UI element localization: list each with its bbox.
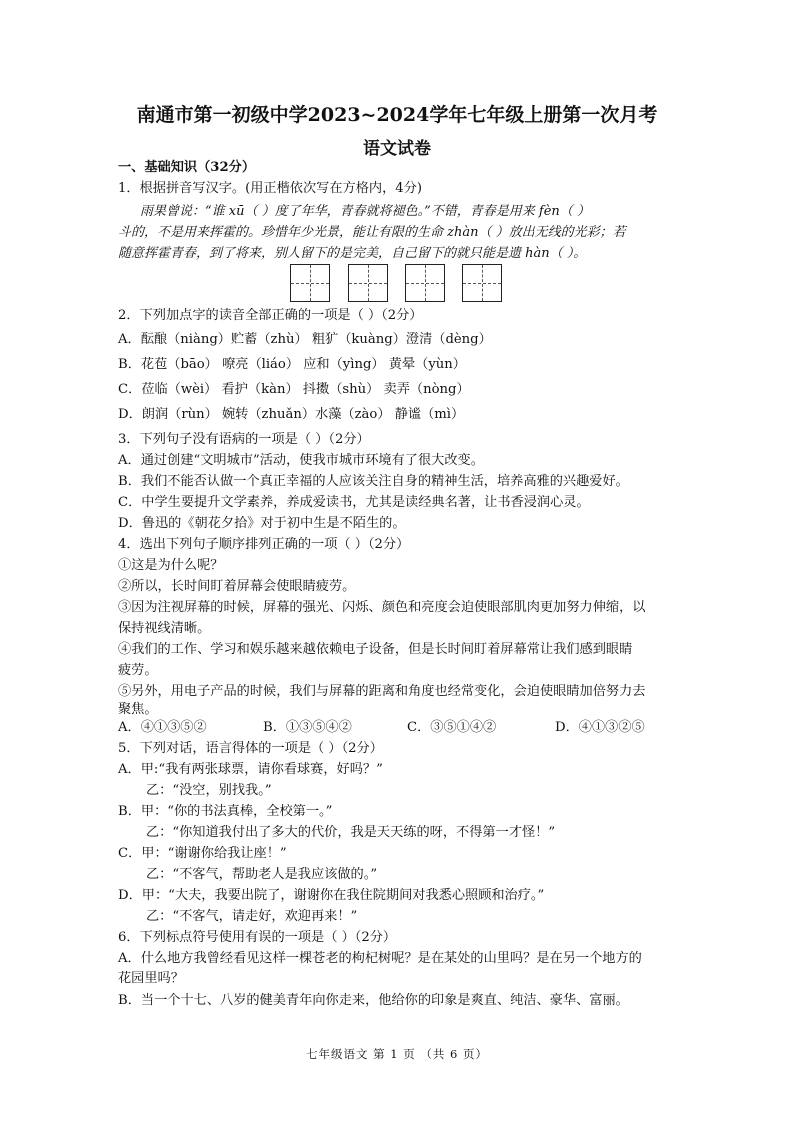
page-footer: 七年级语文 第 1 页 （共 6 页） [305, 1047, 489, 1061]
q6-option: B．当一个十七、八岁的健美青年向你走来，他给你的印象是爽直、纯洁、豪华、富丽。 [118, 993, 629, 1008]
q5-dialogue: A．甲:“我有两张球票，请你看球赛，好吗？” [118, 762, 383, 777]
q5-dialogue: 乙：“不客气，请走好，欢迎再来！” [146, 909, 358, 924]
q3-option: B．我们不能否认做一个真正幸福的人应该关注自身的精神生活，培养高雅的兴趣爱好。 [118, 474, 629, 489]
q1-passage-line: 随意挥霍青春，到了将来，别人留下的是完美，自己留下的就只能是遗 hàn（ ）。 [118, 246, 587, 261]
q5-dialogue: B．甲：“你的书法真棒，全校第一。” [118, 804, 333, 819]
q4-sentence: 保持视线清晰。 [118, 621, 211, 636]
q2-option: D．朗润（rùn） 婉转（zhuǎn）水藻（zào） 静谧（mì） [118, 407, 465, 422]
q6-option: 花园里吗？ [118, 971, 184, 986]
q4-sentence: ⑤另外，用电子产品的时候，我们与屏幕的距离和角度也经常变化，会迫使眼睛加倍努力去 [118, 684, 646, 699]
q4-sentence: ④我们的工作、学习和娱乐越来越依赖电子设备，但是长时间盯着屏幕常让我们感到眼睛 [118, 642, 633, 657]
q5-dialogue: D．甲：“大夫，我要出院了，谢谢你在我住院期间对我悉心照顾和治疗。” [118, 888, 545, 903]
page-subtitle: 语文试卷 [363, 139, 431, 159]
q4-choice: A．④①③⑤② [118, 720, 207, 735]
q3-option: A．通过创建“文明城市”活动，使我市城市环境有了很大改变。 [118, 453, 484, 468]
q3-stem: 3．下列句子没有语病的一项是（ ）（2分） [118, 432, 370, 447]
q3-option: C．中学生要提升文学素养，养成爱读书，尤其是读经典名著，让书香浸润心灵。 [118, 495, 590, 510]
q5-dialogue: 乙：“没空，别找我。” [146, 783, 272, 798]
q2-option: B．花苞（bāo） 嘹亮（liáo） 应和（yìng） 黄晕（yùn） [118, 357, 466, 372]
q4-sentence: 聚焦。 [118, 702, 158, 717]
section-heading: 一、基础知识（32分） [118, 160, 256, 175]
q3-option: D．鲁迅的《朝花夕拾》对于初中生是不陌生的。 [118, 516, 406, 531]
writing-box[interactable] [462, 264, 502, 302]
writing-box[interactable] [405, 264, 445, 302]
q2-option: C．莅临（wèi） 看护（kàn） 抖擞（shù） 卖弄（nòng） [118, 382, 470, 397]
q6-stem: 6．下列标点符号使用有误的一项是（ ）（2分） [118, 930, 397, 945]
q5-dialogue: 乙：“你知道我付出了多大的代价，我是天天练的呀，不得第一才怪！” [146, 825, 556, 840]
q4-choice: D．④①③②⑤ [555, 720, 645, 735]
q2-option: A．酝酿（niàng）贮蓄（zhù） 粗犷（kuàng）澄清（dèng） [118, 332, 492, 347]
q5-dialogue: C．甲：“谢谢你给我让座！” [118, 846, 287, 861]
q4-sentence: ②所以，长时间盯着屏幕会使眼睛疲劳。 [118, 579, 356, 594]
q4-choice: C．③⑤①④② [407, 720, 497, 735]
q5-dialogue: 乙：“不客气，帮助老人是我应该做的。” [146, 867, 378, 882]
q1-passage-line: 斗的，不是用来挥霍的。珍惜年少光景，能让有限的生命 zhàn（ ）放出无线的光彩；若 [118, 225, 626, 240]
writing-box[interactable] [348, 264, 388, 302]
q1-stem: 1．根据拼音写汉字。(用正楷依次写在方格内，4分) [118, 181, 423, 196]
q1-passage-line: 雨果曾说：“谁 xū（ ）度了年华，青春就将褪色。”不错，青春是用来 fèn（ ） [140, 204, 590, 219]
q5-stem: 5．下列对话，语言得体的一项是（ ）（2分） [118, 741, 383, 756]
page-title: 南通市第一初级中学2023~2024学年七年级上册第一次月考 [136, 104, 658, 126]
q4-sentence: 疲劳。 [118, 663, 158, 678]
q6-option: A．什么地方我曾经看见这样一棵苍老的枸杞树呢？是在某处的山里吗？是在另一个地方的 [118, 951, 642, 966]
q2-stem: 2．下列加点字的读音全部正确的一项是（ ）（2分） [118, 308, 423, 323]
writing-box[interactable] [290, 264, 330, 302]
q4-sentence: ③因为注视屏幕的时候，屏幕的强光、闪烁、颜色和亮度会迫使眼部肌肉更加努力伸缩，以 [118, 600, 646, 615]
q4-sentence: ①这是为什么呢？ [118, 558, 224, 573]
q4-choice: B．①③⑤④② [263, 720, 352, 735]
q4-stem: 4．选出下列句子顺序排列正确的一项（ ）（2分） [118, 537, 410, 552]
